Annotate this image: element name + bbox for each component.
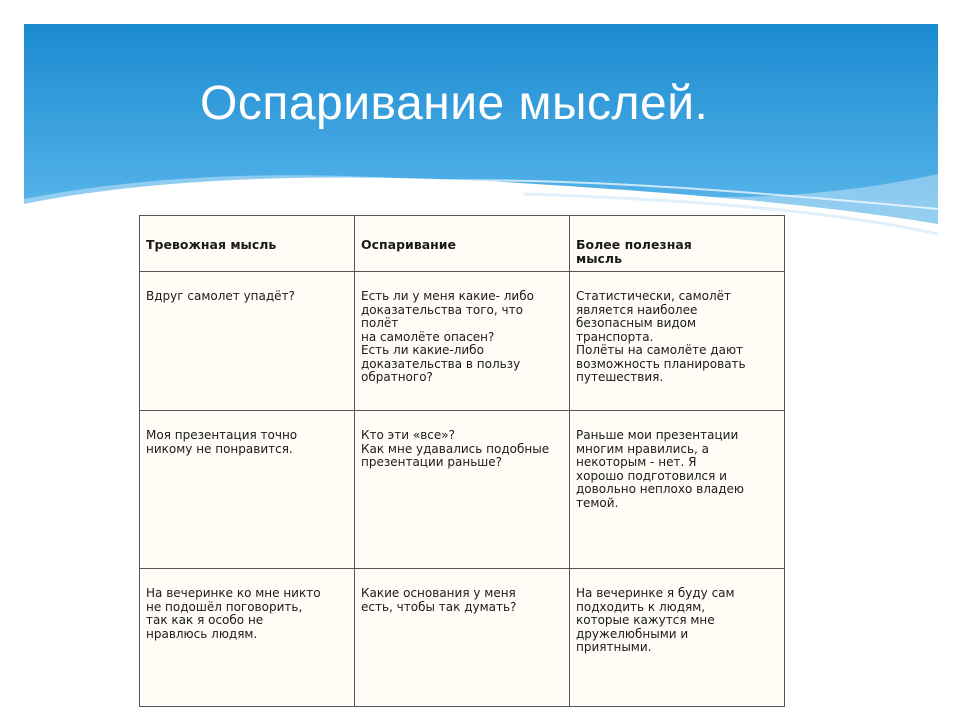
cell-text: Какие основания у меня есть, чтобы так думать? — [361, 586, 517, 614]
slide-title: Оспаривание мыслей. — [200, 77, 709, 130]
header-label: Более полезная мысль — [576, 237, 692, 266]
table-row — [140, 569, 785, 707]
cell-text: Вдруг самолет упадёт? — [146, 289, 295, 303]
header-cell-challenging — [355, 216, 570, 272]
cell-text: Есть ли у меня какие- либо доказательства того, что полёт на самолёте опасен? Есть ли какие-либо доказательства в пользу обратного? — [361, 289, 534, 384]
table-row — [140, 272, 785, 411]
table-row — [140, 411, 785, 569]
header-cell-anxious-thought — [140, 216, 355, 272]
table-cell — [355, 569, 570, 707]
cell-text: Моя презентация точно никому не понравится. — [146, 428, 298, 456]
header-label: Тревожная мысль — [146, 237, 277, 252]
cell-text: Статистически, самолёт является наиболее безопасным видом транспорта. Полёты на самолёте дают возможность планировать путешествия. — [576, 289, 746, 384]
table-cell — [355, 411, 570, 569]
table-header-row — [140, 216, 785, 272]
table-cell — [570, 272, 785, 411]
table-cell — [140, 569, 355, 707]
thought-challenge-table — [139, 215, 785, 707]
table-cell — [355, 272, 570, 411]
header-cell-helpful-thought — [570, 216, 785, 272]
cell-text: На вечеринке я буду сам подходить к людям, которые кажутся мне дружелюбными и приятными. — [576, 586, 735, 654]
cell-text: Кто эти «все»? Как мне удавались подобные презентации раньше? — [361, 428, 550, 469]
table-cell — [570, 569, 785, 707]
header-label: Оспаривание — [361, 237, 457, 252]
cell-text: Раньше мои презентации многим нравились, а некоторым - нет. Я хорошо подготовился и довольно неплохо владею темой. — [576, 428, 745, 510]
table-cell — [570, 411, 785, 569]
table-cell — [140, 272, 355, 411]
table-cell — [140, 411, 355, 569]
cell-text: На вечеринке ко мне никто не подошёл поговорить, так как я особо не нравлюсь людям. — [146, 586, 321, 641]
